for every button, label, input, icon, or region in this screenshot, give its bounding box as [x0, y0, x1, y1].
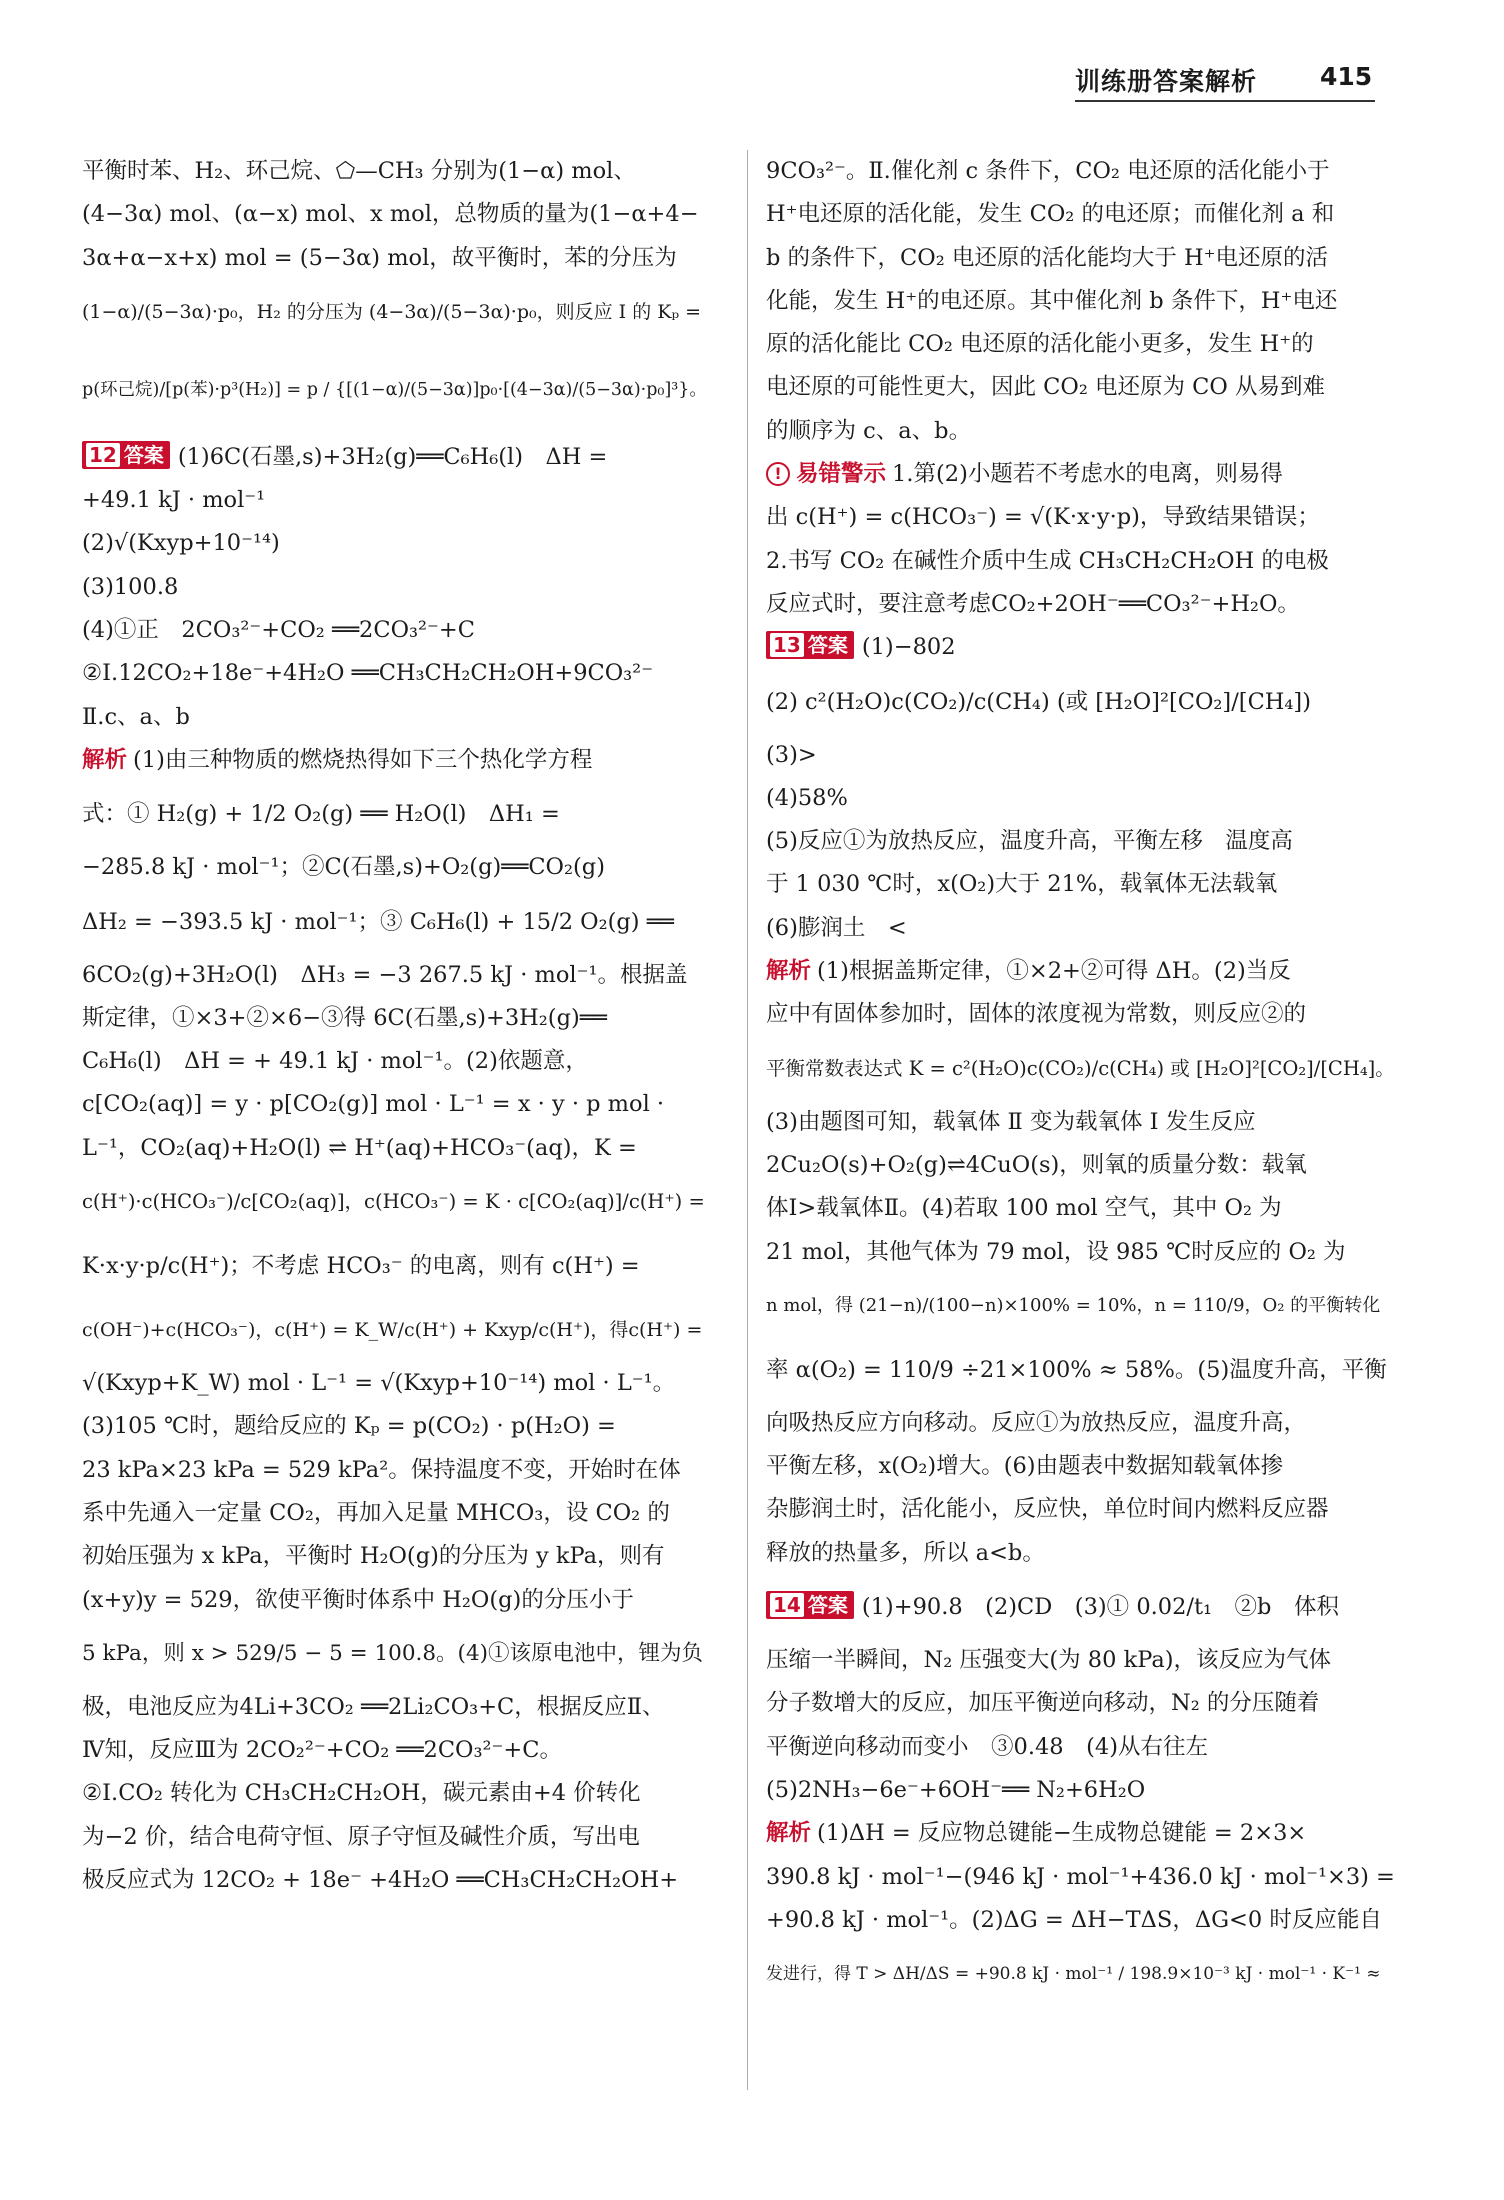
analysis-line: (x+y)y = 529，欲使平衡时体系中 H₂O(g)的分压小于: [82, 1586, 634, 1613]
left-column: [82, 150, 712, 1902]
analysis-line: 6CO₂(g)+3H₂O(l) ΔH₃ = −3 267.5 kJ · mol⁻¹。根据盖: [82, 961, 688, 988]
analysis-line: (3)105 ℃时，题给反应的 Kₚ = p(CO₂) · p(H₂O) =: [82, 1413, 616, 1440]
header-title: 训练册答案解析: [1075, 67, 1258, 96]
analysis-line: ②Ⅰ.CO₂ 转化为 CH₃CH₂CH₂OH，碳元素由+4 价转化: [82, 1780, 641, 1807]
analysis-line: 平衡左移，x(O₂)增大。(6)由题表中数据知载氧体掺: [766, 1453, 1284, 1480]
analysis-line: 21 mol，其他气体为 79 mol，设 985 ℃时反应的 O₂ 为: [766, 1238, 1346, 1265]
answer-line: 压缩一半瞬间，N₂ 压强变大(为 80 kPa)，该反应为气体: [766, 1647, 1332, 1674]
page-header: [1075, 62, 1375, 102]
analysis-line: c[CO₂(aq)] = y · p[CO₂(g)] mol · L⁻¹ = x · y · p mol ·: [82, 1091, 665, 1118]
analysis-line: n mol，得 (21−n)/(100−n)×100% = 10%，n = 110/9，O₂ 的平衡转化: [766, 1294, 1381, 1316]
analysis-line: Ⅳ知，反应Ⅲ为 2CO₂²⁻+CO₂ ══2CO₃²⁻+C。: [82, 1737, 562, 1764]
answer-line: (5)2NH₃−6e⁻+6OH⁻══ N₂+6H₂O: [766, 1776, 1146, 1803]
warning-line: 1.第(2)小题若不考虑水的电离，则易得: [892, 461, 1283, 488]
analysis-line: 23 kPa×23 kPa = 529 kPa²。保持温度不变，开始时在体: [82, 1456, 681, 1483]
answer-badge: 12 答案: [82, 441, 170, 469]
answer-line: (2)√(Kxyp+10⁻¹⁴): [82, 530, 280, 557]
analysis-line: K·x·y·p/c(H⁺)；不考虑 HCO₃⁻ 的电离，则有 c(H⁺) =: [82, 1253, 640, 1280]
answer-line: (2) c²(H₂O)c(CO₂)/c(CH₄) (或 [H₂O]²[CO₂]/[CH₄]): [766, 688, 1311, 715]
text-line: H⁺电还原的活化能，发生 CO₂ 的电还原；而催化剂 a 和: [766, 201, 1335, 228]
answer-line: (5)反应①为放热反应，温度升高，平衡左移 温度高: [766, 828, 1293, 855]
q14-answer-heading: [766, 1575, 1396, 1639]
answer-line: (1)+90.8 (2)CD (3)① 0.02/t₁ ②b 体积: [861, 1594, 1339, 1621]
analysis-line: 发进行，得 T > ΔH/ΔS = +90.8 kJ · mol⁻¹ / 198.9×10⁻³ kJ · mol⁻¹ · K⁻¹ ≈: [766, 1964, 1381, 1985]
text-line: b 的条件下，CO₂ 电还原的活化能均大于 H⁺电还原的活: [766, 244, 1329, 271]
answer-line: (3)100.8: [82, 573, 179, 600]
answer-line: (4)①正 2CO₃²⁻+CO₂ ══2CO₃²⁻+C: [82, 617, 476, 644]
answer-line: ②Ⅰ.12CO₂+18e⁻+4H₂O ══CH₃CH₂CH₂OH+9CO₃²⁻: [82, 660, 654, 687]
q14-analysis-heading: [766, 1812, 1396, 1855]
analysis-line: (1)ΔH = 反应物总键能−生成物总键能 = 2×3×: [817, 1820, 1307, 1847]
warning-icon: !: [766, 462, 790, 486]
analysis-line: c(OH⁻)+c(HCO₃⁻)，c(H⁺) = K_W/c(H⁺) + Kxyp/c(H⁺)，得c(H⁺) =: [82, 1319, 703, 1342]
analysis-line: 平衡常数表达式 K = c²(H₂O)c(CO₂)/c(CH₄) 或 [H₂O]²[CO₂]/[CH₄]。: [766, 1056, 1395, 1080]
analysis-line: 式：① H₂(g) + 1/2 O₂(g) ══ H₂O(l) ΔH₁ =: [82, 801, 560, 828]
analysis-label: 解析: [82, 746, 128, 773]
warning-line: 2.书写 CO₂ 在碱性介质中生成 CH₃CH₂CH₂OH 的电极: [766, 547, 1329, 574]
answer-line: (4)58%: [766, 784, 848, 811]
analysis-label: 解析: [766, 958, 812, 985]
formula-line: p(环己烷)/[p(苯)·p³(H₂)] = p / {[(1−α)/(5−3α)]p₀·[(4−3α)/(5−3α)·p₀]³}。: [82, 379, 707, 400]
answer-badge: 14 答案: [766, 1591, 854, 1619]
analysis-line: 2Cu₂O(s)+O₂(g)⇌4CuO(s)，则氧的质量分数：载氧: [766, 1151, 1307, 1178]
analysis-line: c(H⁺)·c(HCO₃⁻)/c[CO₂(aq)]，c(HCO₃⁻) = K · c[CO₂(aq)]/c(H⁺) =: [82, 1190, 705, 1214]
answer-line: (6)膨润土 <: [766, 914, 907, 941]
text-line: 化能，发生 H⁺的电还原。其中催化剂 b 条件下，H⁺电还: [766, 287, 1338, 314]
warning-line: 出 c(H⁺) = c(HCO₃⁻) = √(K·x·y·p)，导致结果错误；: [766, 504, 1320, 531]
analysis-line: 向吸热反应方向移动。反应①为放热反应，温度升高，: [766, 1409, 1307, 1436]
page-number: 415: [1320, 62, 1373, 91]
analysis-line: C₆H₆(l) ΔH = + 49.1 kJ · mol⁻¹。(2)依题意，: [82, 1048, 588, 1075]
text-line: 的顺序为 c、a、b。: [766, 417, 972, 444]
analysis-line: L⁻¹，CO₂(aq)+H₂O(l) ⇌ H⁺(aq)+HCO₃⁻(aq)，K =: [82, 1134, 637, 1161]
header-rule: [1075, 100, 1375, 102]
analysis-line: 体Ⅰ>载氧体Ⅱ。(4)若取 100 mol 空气，其中 O₂ 为: [766, 1195, 1282, 1222]
q13-analysis-heading: [766, 950, 1396, 993]
q12-answer-heading: [82, 436, 712, 479]
analysis-line: ΔH₂ = −393.5 kJ · mol⁻¹；③ C₆H₆(l) + 15/2 O₂(g) ══: [82, 908, 674, 935]
analysis-line: (3)由题图可知，载氧体 Ⅱ 变为载氧体 Ⅰ 发生反应: [766, 1108, 1256, 1135]
analysis-line: 390.8 kJ · mol⁻¹−(946 kJ · mol⁻¹+436.0 kJ · mol⁻¹×3) =: [766, 1863, 1395, 1890]
analysis-line: 为−2 价，结合电荷守恒、原子守恒及碱性介质，写出电: [82, 1823, 640, 1850]
warning-label: 易错警示: [796, 461, 887, 488]
analysis-line: √(Kxyp+K_W) mol · L⁻¹ = √(Kxyp+10⁻¹⁴) mol · L⁻¹。: [82, 1370, 676, 1397]
answer-line: (1)6C(石墨,s)+3H₂(g)══C₆H₆(l) ΔH =: [177, 443, 608, 470]
analysis-line: 极，电池反应为4Li+3CO₂ ══2Li₂CO₃+C，根据反应Ⅱ、: [82, 1693, 665, 1720]
answer-line: 分子数增大的反应，加压平衡逆向移动，N₂ 的分压随着: [766, 1690, 1320, 1717]
answer-line: (1)−802: [861, 634, 956, 661]
warning-heading: [766, 453, 1396, 496]
analysis-line: (1)根据盖斯定律，①×2+②可得 ΔH。(2)当反: [817, 958, 1291, 985]
text-line: (1−α)/(5−3α)·p₀，H₂ 的分压为 (4−3α)/(5−3α)·p₀，则反应 Ⅰ 的 Kₚ =: [82, 300, 702, 323]
text-line: 原的活化能比 CO₂ 电还原的活化能小更多，发生 H⁺的: [766, 331, 1314, 358]
analysis-line: 率 α(O₂) = 110/9 ÷21×100% ≈ 58%。(5)温度升高，平衡: [766, 1356, 1387, 1383]
answer-line: 平衡逆向移动而变小 ③0.48 (4)从右往左: [766, 1733, 1208, 1760]
text-line: 9CO₃²⁻。Ⅱ.催化剂 c 条件下，CO₂ 电还原的活化能小于: [766, 158, 1330, 184]
answer-badge: 13 答案: [766, 631, 854, 659]
analysis-line: +90.8 kJ · mol⁻¹。(2)ΔG = ΔH−TΔS，ΔG<0 时反应能自: [766, 1906, 1382, 1933]
text-line: 3α+α−x+x) mol = (5−3α) mol，故平衡时，苯的分压为: [82, 244, 677, 271]
analysis-line: 杂膨润土时，活化能小，反应快，单位时间内燃料反应器: [766, 1496, 1329, 1523]
q12-analysis-heading: [82, 739, 712, 782]
text-line: (4−3α) mol、(α−x) mol、x mol，总物质的量为(1−α+4−: [82, 201, 699, 228]
answer-line: (3)>: [766, 741, 817, 768]
right-column: [766, 150, 1396, 2006]
analysis-line: (1)由三种物质的燃烧热得如下三个热化学方程: [133, 746, 593, 773]
warning-line: 反应式时，要注意考虑CO₂+2OH⁻══CO₃²⁻+H₂O。: [766, 590, 1300, 617]
answer-line: Ⅱ.c、a、b: [82, 703, 190, 730]
q13-answer-heading: [766, 626, 1396, 669]
text-line: 电还原的可能性更大，因此 CO₂ 电还原为 CO 从易到难: [766, 374, 1325, 401]
analysis-line: 系中先通入一定量 CO₂，再加入足量 MHCO₃，设 CO₂ 的: [82, 1499, 670, 1526]
analysis-label: 解析: [766, 1820, 812, 1847]
column-divider: [747, 150, 748, 2090]
answer-line: 于 1 030 ℃时，x(O₂)大于 21%，载氧体无法载氧: [766, 871, 1278, 898]
analysis-line: 释放的热量多，所以 a<b。: [766, 1539, 1045, 1566]
analysis-line: 5 kPa，则 x > 529/5 − 5 = 100.8。(4)①该原电池中，锂为负: [82, 1640, 704, 1666]
analysis-line: 初始压强为 x kPa，平衡时 H₂O(g)的分压为 y kPa，则有: [82, 1543, 665, 1570]
analysis-line: 应中有固体参加时，固体的浓度视为常数，则反应②的: [766, 1001, 1307, 1028]
analysis-line: −285.8 kJ · mol⁻¹；②C(石墨,s)+O₂(g)══CO₂(g): [82, 854, 605, 881]
analysis-line: 斯定律，①×3+②×6−③得 6C(石墨,s)+3H₂(g)══: [82, 1004, 607, 1031]
answer-line: +49.1 kJ · mol⁻¹: [82, 487, 266, 514]
text-line: 平衡时苯、H₂、环己烷、⬠—CH₃ 分别为(1−α) mol、: [82, 158, 636, 184]
analysis-line: 极反应式为 12CO₂ + 18e⁻ +4H₂O ══CH₃CH₂CH₂OH+: [82, 1867, 679, 1894]
